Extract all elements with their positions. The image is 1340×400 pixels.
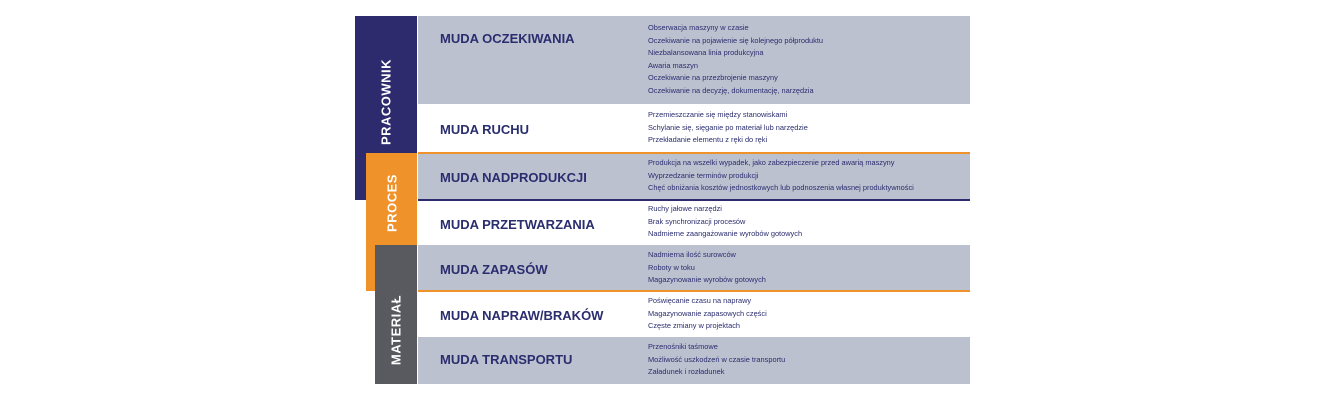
muda-item: Załadunek i rozładunek <box>648 367 725 376</box>
muda-title: MUDA ZAPASÓW <box>440 262 548 277</box>
muda-item: Przemieszczanie się między stanowiskami <box>648 110 788 119</box>
muda-title: MUDA TRANSPORTU <box>440 352 573 367</box>
muda-title: MUDA PRZETWARZANIA <box>440 217 595 232</box>
muda-item: Przekładanie elementu z ręki do ręki <box>648 135 768 144</box>
category-label-material: MATERIAŁ <box>388 294 404 366</box>
muda-items <box>648 157 914 195</box>
category-label-pracownik: PRACOWNIK <box>378 58 394 146</box>
muda-item: Oczekiwanie na decyzję, dokumentację, narzędzia <box>648 85 814 95</box>
muda-row-przetwarzania <box>418 201 970 245</box>
muda-item: Wyprzedzanie terminów produkcji <box>648 170 759 180</box>
muda-row-oczekiwania <box>418 16 970 104</box>
muda-title: MUDA RUCHU <box>440 122 530 137</box>
muda-item: Awaria maszyn <box>648 60 698 70</box>
muda-item: Niezbalansowana linia produkcyjna <box>648 48 764 57</box>
muda-item: Magazynowanie zapasowych części <box>648 308 767 318</box>
muda-item: Przenośniki taśmowe <box>648 342 718 351</box>
muda-item: Chęć obniżania kosztów jednostkowych lub podnoszenia własnej produktywności <box>648 183 914 192</box>
muda-row-transportu <box>418 337 970 384</box>
muda-item: Oczekiwanie na przezbrojenie maszyny <box>648 73 778 82</box>
muda-item: Nadmierne zaangażowanie wyrobów gotowych <box>648 229 803 238</box>
muda-items <box>648 295 767 333</box>
muda-item: Produkcja na wszelki wypadek, jako zabezpieczenie przed awarią maszyny <box>648 158 895 167</box>
muda-title: MUDA OCZEKIWANIA <box>440 31 575 46</box>
muda-item: Magazynowanie wyrobów gotowych <box>648 275 766 284</box>
muda-item: Obserwacja maszyny w czasie <box>648 23 749 32</box>
muda-item: Brak synchronizacji procesów <box>648 216 746 226</box>
muda-item: Poświęcanie czasu na naprawy <box>648 296 752 305</box>
muda-items <box>648 22 823 97</box>
muda-row-nadprodukcji <box>418 154 970 200</box>
category-band-material <box>375 245 417 384</box>
muda-title: MUDA NADPRODUKCJI <box>440 170 587 185</box>
muda-item: Nadmierna ilość surowców <box>648 250 736 259</box>
category-label-proces: PROCES <box>384 174 399 232</box>
muda-row-zapasow <box>418 245 970 291</box>
muda-items <box>648 341 785 379</box>
muda-item: Schylanie się, sięganie po materiał lub narzędzie <box>648 122 808 132</box>
muda-items <box>648 203 802 241</box>
muda-items <box>648 109 808 147</box>
muda-items <box>648 249 766 287</box>
muda-row-napraw-brakow <box>418 292 970 337</box>
muda-item: Częste zmiany w projektach <box>648 321 741 330</box>
muda-item: Oczekiwanie na pojawienie się kolejnego półproduktu <box>648 35 824 45</box>
muda-item: Ruchy jałowe narzędzi <box>648 204 722 213</box>
muda-item: Możliwość uszkodzeń w czasie transportu <box>648 354 786 364</box>
muda-title: MUDA NAPRAW/BRAKÓW <box>440 308 604 323</box>
muda-row-ruchu <box>418 104 970 153</box>
muda-item: Roboty w toku <box>648 262 695 272</box>
